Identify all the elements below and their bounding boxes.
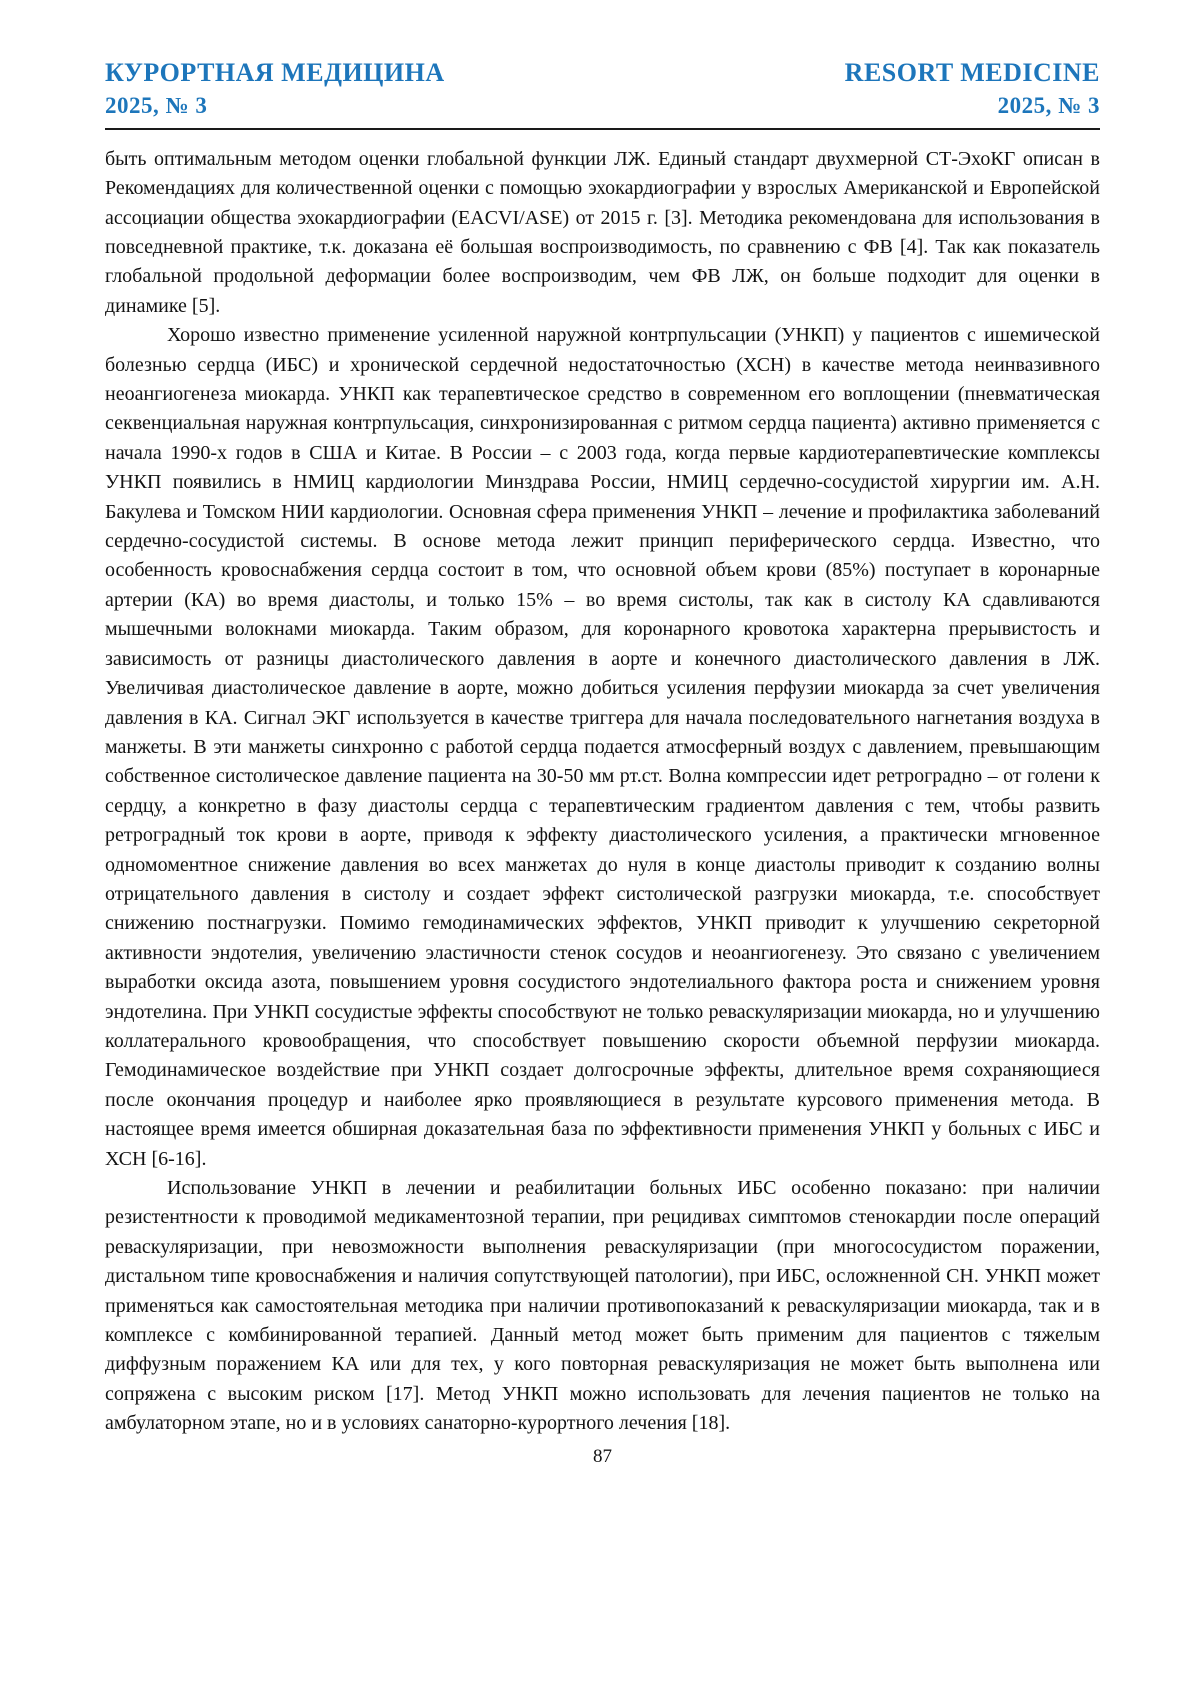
page-header — [105, 58, 1100, 119]
journal-title-en-block — [845, 58, 1100, 119]
paragraph-continuation: быть оптимальным методом оценки глобальной функции ЛЖ. Единый стандарт двухмерной СТ-ЭхоКГ описан в Рекомендациях для количественной оценки с помощью эхокардиографии у взрослых Американской и Европейской ассоциации общества эхокардиографии (EACVI/ASE) от 2015 г. [3]. Методика рекомендована для использования в повседневной практике, т.к. доказана её большая воспроизводимость, по сравнению с ФВ [4]. Так как показатель глобальной продольной деформации более воспроизводим, чем ФВ ЛЖ, он больше подходит для оценки в динамике [5]. — [105, 147, 1100, 317]
journal-title-ru-block — [105, 58, 445, 119]
journal-title-ru: КУРОРТНАЯ МЕДИЦИНА — [105, 58, 445, 87]
journal-issue-en: 2025, № 3 — [997, 92, 1100, 118]
page-footer — [105, 1446, 1100, 1468]
paragraph-unkp-indications: Использование УНКП в лечении и реабилитации больных ИБС особенно показано: при наличии резистентности к проводимой медикаментозной терапии, при рецидивах симптомов стенокардии после операций реваскуляризации, при невозможности выполнения реваскуляризации (при многососудистом поражении, дистальном типе кровоснабжения и наличия сопутствующей патологии), при ИБС, осложненной СН. УНКП может применяться как самостоятельная методика при наличии противопоказаний к реваскуляризации миокарда, так и в комплексе с комбинированной терапией. Данный метод может быть применим для пациентов с тяжелым диффузным поражением КА или для тех, у кого повторная реваскуляризация не может быть выполнена или сопряжена с высоким риском [17]. Метод УНКП можно использовать для лечения пациентов не только на амбулаторном этапе, но и в условиях санаторно-курортного лечения [18]. — [105, 1177, 1100, 1435]
page-number: 87 — [593, 1445, 612, 1467]
paragraph-unkp-overview: Хорошо известно применение усиленной наружной контрпульсации (УНКП) у пациентов с ишемической болезнью сердца (ИБС) и хронической сердечной недостаточностью (ХСН) в качестве метода неинвазивного неоангиогенеза миокарда. УНКП как терапевтическое средство в современном его воплощении (пневматическая секвенциальная наружная контрпульсация, синхронизированная с ритмом сердца пациента) активно применяется с начала 1990-х годов в США и Китае. В России – с 2003 года, когда первые кардиотерапевтические комплексы УНКП появились в НМИЦ кардиологии Минздрава России, НМИЦ сердечно-сосудистой хирургии им. А.Н. Бакулева и Томском НИИ кардиологии. Основная сфера применения УНКП – лечение и профилактика заболеваний сердечно-сосудистой системы. В основе метода лежит принцип периферического сердца. Известно, что особенность кровоснабжения сердца состоит в том, что основной объем крови (85%) поступает в коронарные артерии (КА) во время диастолы, и только 15% – во время систолы, так как в систолу КА сдавливаются мышечными волокнами миокарда. Таким образом, для коронарного кровотока характерна прерывистость и зависимость от разницы диастолического давления в аорте и конечного диастолического давления в ЛЖ. Увеличивая диастолическое давление в аорте, можно добиться усиления перфузии миокарда за счет увеличения давления в КА. Сигнал ЭКГ используется в качестве триггера для начала последовательного нагнетания воздуха в манжеты. В эти манжеты синхронно с работой сердца подается атмосферный воздух с давлением, превышающим собственное систолическое давление пациента на 30-50 мм рт.ст. Волна компрессии идет ретроградно – от голени к сердцу, а конкретно в фазу диастолы сердца с терапевтическим градиентом давления с тем, чтобы развить ретроградный ток крови в аорте, приводя к эффекту диастолического усиления, а практически мгновенное одномоментное снижение давления во всех манжетах до нуля в конце диастолы приводит к созданию волны отрицательного давления в систолу и создает эффект систолической разгрузки миокарда, т.е. способствует снижению постнагрузки. Помимо гемодинамических эффектов, УНКП приводит к улучшению секреторной активности эндотелия, увеличению эластичности стенок сосудов и неоангиогенезу. Это связано с увеличением выработки оксида азота, повышением уровня сосудистого эндотелиального фактора роста и снижением уровня эндотелина. При УНКП сосудистые эффекты способствуют не только реваскуляризации миокарда, но и улучшению коллатерального кровообращения, что способствует повышению скорости объемной перфузии миокарда. Гемодинамическое воздействие при УНКП создает долгосрочные эффекты, длительное время сохраняющиеся после окончания процедур и наиболее ярко проявляющиеся в результате курсового применения метода. В настоящее время имеется обширная доказательная база по эффективности применения УНКП у больных с ИБС и ХСН [6-16]. — [105, 324, 1100, 1170]
journal-title-en: RESORT MEDICINE — [844, 58, 1100, 87]
journal-issue-ru: 2025, № 3 — [105, 92, 208, 118]
article-body — [105, 145, 1100, 1439]
header-divider — [105, 128, 1100, 130]
